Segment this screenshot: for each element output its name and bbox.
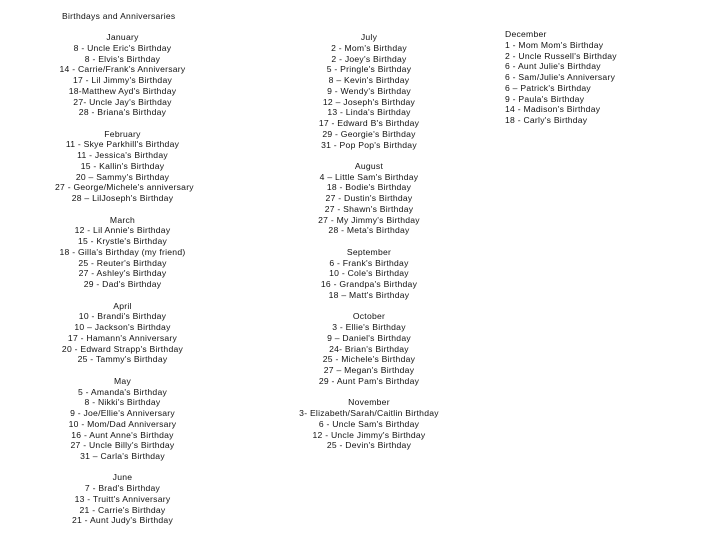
event-entry: 27 - Shawn's Birthday: [324, 203, 414, 214]
event-entry: 8 - Nikki's Birthday: [84, 397, 161, 408]
event-entry: 8 - Uncle Eric's Birthday: [73, 42, 172, 53]
event-entry: 27 - My Jimmy's Birthday: [318, 214, 420, 225]
event-entry: 16 - Grandpa's Birthday: [320, 279, 418, 290]
column-january-june: [55, 32, 194, 537]
event-entry: 28 - Meta's Birthday: [328, 225, 410, 236]
event-entry: 27 - Ashley's Birthday: [78, 268, 167, 279]
column-july-november: [295, 32, 443, 462]
event-entry: 10 – Jackson's Birthday: [74, 322, 171, 333]
event-entry: 20 – Sammy's Birthday: [75, 171, 170, 182]
event-entry: 11 - Jessica's Birthday: [77, 150, 168, 161]
event-entry: 20 - Edward Strapp's Birthday: [61, 343, 184, 354]
event-entry: 8 – Kevin's Birthday: [328, 75, 410, 85]
event-entry: 25 - Reuter's Birthday: [78, 257, 167, 268]
event-entry: 9 - Joe/Ellie's Anniversary: [70, 408, 175, 418]
month-heading: September: [346, 246, 392, 257]
event-entry: 9 - Paula's Birthday: [505, 93, 585, 104]
event-entry: 17 - Edward B's Birthday: [318, 118, 420, 128]
event-entry: 21 - Carrie's Birthday: [79, 504, 166, 515]
event-entry: 8 - Elvis's Birthday: [84, 53, 161, 64]
event-entry: 6 - Uncle Sam's Birthday: [318, 418, 420, 429]
event-entry: 9 - Wendy's Birthday: [327, 85, 411, 96]
month-heading: July: [360, 32, 378, 42]
event-entry: 17 - Lil Jimmy's Birthday: [72, 75, 173, 85]
month-heading: January: [106, 32, 139, 42]
event-entry: 25 - Devin's Birthday: [326, 440, 412, 451]
event-entry: 31 – Carla's Birthday: [80, 451, 165, 461]
event-entry: 14 - Carrie/Frank's Anniversary: [59, 64, 186, 75]
event-entry: 10 - Cole's Birthday: [329, 268, 409, 279]
event-entry: 7 - Brad's Birthday: [84, 483, 161, 494]
month-heading: October: [352, 311, 386, 322]
event-entry: 31 - Pop Pop's Birthday: [321, 139, 417, 150]
event-entry: 6 - Aunt Julie's Birthday: [505, 61, 601, 72]
event-entry: 17 - Hamann's Anniversary: [67, 332, 178, 343]
event-entry: 15 - Krystle's Birthday: [77, 236, 168, 247]
event-entry: 18 - Gilla's Birthday (my friend): [59, 246, 186, 257]
event-entry: 6 - Frank's Birthday: [329, 257, 409, 268]
month-block: [295, 397, 443, 451]
event-entry: 29 - Aunt Pam's Birthday: [318, 375, 420, 386]
month-heading: August: [354, 160, 384, 171]
column-december: [505, 29, 635, 136]
month-heading: February: [104, 128, 141, 139]
event-entry: 3 - Ellie's Birthday: [332, 322, 406, 333]
month-block: [55, 376, 190, 462]
month-heading: December: [505, 29, 547, 39]
event-entry: 2 - Mom's Birthday: [331, 42, 407, 53]
event-entry: 6 - Sam/Julie's Anniversary: [505, 72, 616, 82]
month-heading: May: [114, 375, 131, 386]
month-heading: June: [112, 472, 133, 483]
event-entry: 2 - Uncle Russell's Birthday: [505, 50, 617, 61]
event-entry: 25 - Tammy's Birthday: [77, 354, 168, 365]
month-block: [505, 29, 635, 126]
event-entry: 27 - Uncle Billy's Birthday: [70, 440, 175, 451]
event-entry: 18 - Carly's Birthday: [505, 115, 588, 125]
month-block: [55, 128, 194, 204]
event-entry: 29 - Dad's Birthday: [83, 279, 162, 290]
event-entry: 27 – Megan's Birthday: [323, 365, 415, 376]
event-entry: 5 - Amanda's Birthday: [77, 386, 168, 397]
event-entry: 13 - Linda's Birthday: [327, 107, 411, 118]
event-entry: 10 - Brandi's Birthday: [78, 311, 167, 322]
event-entry: 28 - Briana's Birthday: [78, 107, 167, 118]
event-entry: 4 – Little Sam's Birthday: [319, 171, 419, 182]
month-block: [295, 311, 443, 386]
month-block: [55, 301, 190, 366]
month-block: [55, 32, 190, 118]
month-heading: March: [109, 214, 136, 225]
event-entry: 13 - Truitt's Anniversary: [74, 493, 171, 504]
page-title: Birthdays and Anniversaries: [62, 11, 176, 21]
event-entry: 12 - Lil Annie's Birthday: [74, 225, 171, 236]
event-entry: 18-Matthew Ayd's Birthday: [68, 85, 177, 96]
event-entry: 21 - Aunt Judy's Birthday: [71, 515, 174, 526]
event-entry: 12 – Joseph's Birthday: [322, 96, 416, 107]
event-entry: 27 - George/Michele's anniversary: [55, 182, 194, 193]
month-block: [295, 161, 443, 236]
event-entry: 12 - Uncle Jimmy's Birthday: [312, 429, 426, 440]
event-entry: 25 - Michele's Birthday: [322, 354, 416, 365]
event-entry: 5 - Pringle's Birthday: [326, 64, 412, 75]
event-entry: 16 - Aunt Anne's Birthday: [71, 429, 174, 440]
event-entry: 11 - Skye Parkhill's Birthday: [65, 139, 180, 150]
event-entry: 1 - Mom Mom's Birthday: [505, 39, 604, 50]
event-entry: 24- Brian's Birthday: [329, 343, 409, 354]
event-entry: 27- Uncle Jay's Birthday: [73, 96, 172, 107]
month-heading: November: [348, 397, 390, 408]
event-entry: 27 - Dustin's Birthday: [325, 193, 413, 204]
month-block: [295, 247, 443, 301]
event-entry: 14 - Madison's Birthday: [505, 104, 601, 115]
event-entry: 10 - Mom/Dad Anniversary: [68, 418, 177, 429]
event-entry: 28 – LilJoseph's Birthday: [71, 193, 174, 204]
month-heading: April: [113, 300, 132, 311]
event-entry: 29 - Georgie's Birthday: [322, 128, 416, 139]
event-entry: 18 - Bodie's Birthday: [326, 182, 412, 193]
event-entry: 2 - Joey's Birthday: [331, 53, 407, 64]
event-entry: 6 – Patrick's Birthday: [505, 82, 591, 93]
event-entry: 3- Elizabeth/Sarah/Caitlin Birthday: [299, 408, 439, 418]
month-block: [295, 32, 443, 150]
month-block: [55, 472, 190, 526]
event-entry: 18 – Matt's Birthday: [328, 289, 410, 300]
event-entry: 15 - Kallin's Birthday: [80, 160, 165, 171]
month-block: [55, 215, 190, 290]
event-entry: 9 – Daniel's Birthday: [327, 332, 411, 343]
